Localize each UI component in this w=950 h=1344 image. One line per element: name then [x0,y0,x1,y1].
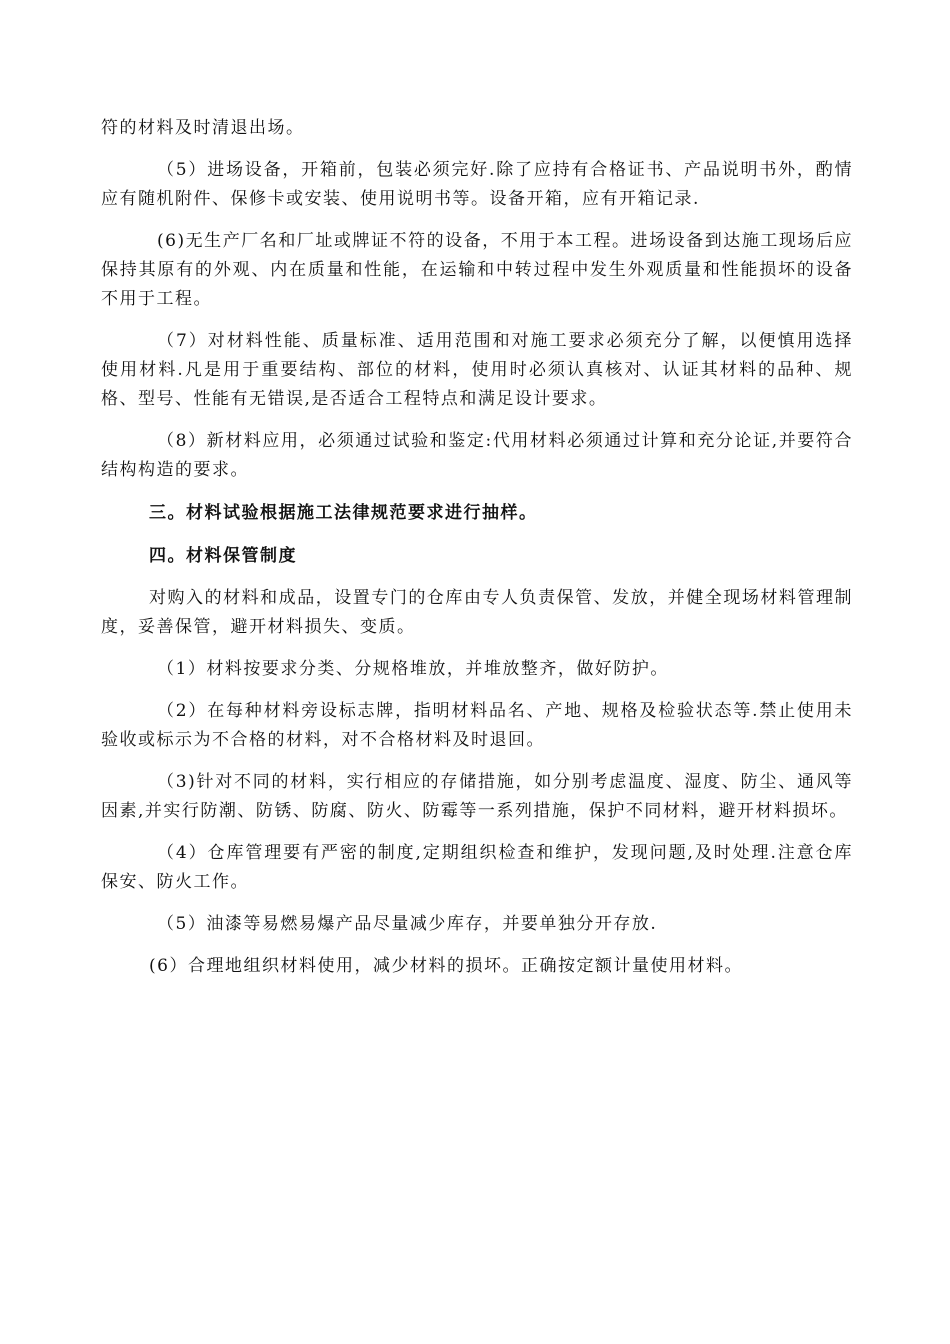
paragraph-storage-item-3: （3)针对不同的材料，实行相应的存储措施，如分别考虑温度、湿度、防尘、通风等因素,并实行防潮、防锈、防腐、防火、防霉等一系列措施，保护不同材料，避开材料损坏。 [101,772,853,821]
paragraph-storage-intro: 对购入的材料和成品，设置专门的仓库由专人负责保管、发放，并健全现场材料管理制度，妥善保管，避开材料损失、变质。 [101,588,853,637]
document-body [101,114,853,981]
paragraph-continuation: 符的材料及时清退出场。 [101,118,305,138]
paragraph-storage-item-1: （1）材料按要求分类、分规格堆放，并堆放整齐，做好防护。 [157,659,669,679]
paragraph-item-7-materials: （7）对材料性能、质量标准、适用范围和对施工要求必须充分了解，以便慎用选择使用材料.凡是用于重要结构、部位的材料，使用时必须认真核对、认证其材料的品种、规格、型号、性能有无错误,是否适合工程特点和满足设计要求。 [101,331,853,409]
paragraph-item-5-equipment: （5）进场设备，开箱前，包装必须完好.除了应持有合格证书、产品说明书外，酌情应有随机附件、保修卡或安装、使用说明书等。设备开箱，应有开箱记录. [101,160,853,209]
paragraph-storage-item-5: （5）油漆等易燃易爆产品尽量减少库存，并要单独分开存放. [157,914,658,934]
section-heading-4: 四。材料保管制度 [149,546,297,566]
section-heading-3: 三。材料试验根据施工法律规范要求进行抽样。 [149,503,538,523]
paragraph-item-8-new-materials: （8）新材料应用，必须通过试验和鉴定:代用材料必须通过计算和充分论证,并要符合结构构造的要求。 [101,431,853,480]
paragraph-item-6-equipment: (6)无生产厂名和厂址或牌证不符的设备，不用于本工程。进场设备到达施工现场后应保持其原有的外观、内在质量和性能，在运输和中转过程中发生外观质量和性能损坏的设备不用于工程。 [101,231,853,309]
paragraph-storage-item-6: (6）合理地组织材料使用，减少材料的损坏。正确按定额计量使用材料。 [149,956,743,976]
paragraph-storage-item-4: （4）仓库管理要有严密的制度,定期组织检查和维护，发现问题,及时处理.注意仓库保安、防火工作。 [101,843,853,892]
paragraph-storage-item-2: （2）在每种材料旁设标志牌，指明材料品名、产地、规格及检验状态等.禁止使用未验收或标示为不合格的材料，对不合格材料及时退回。 [101,701,853,750]
